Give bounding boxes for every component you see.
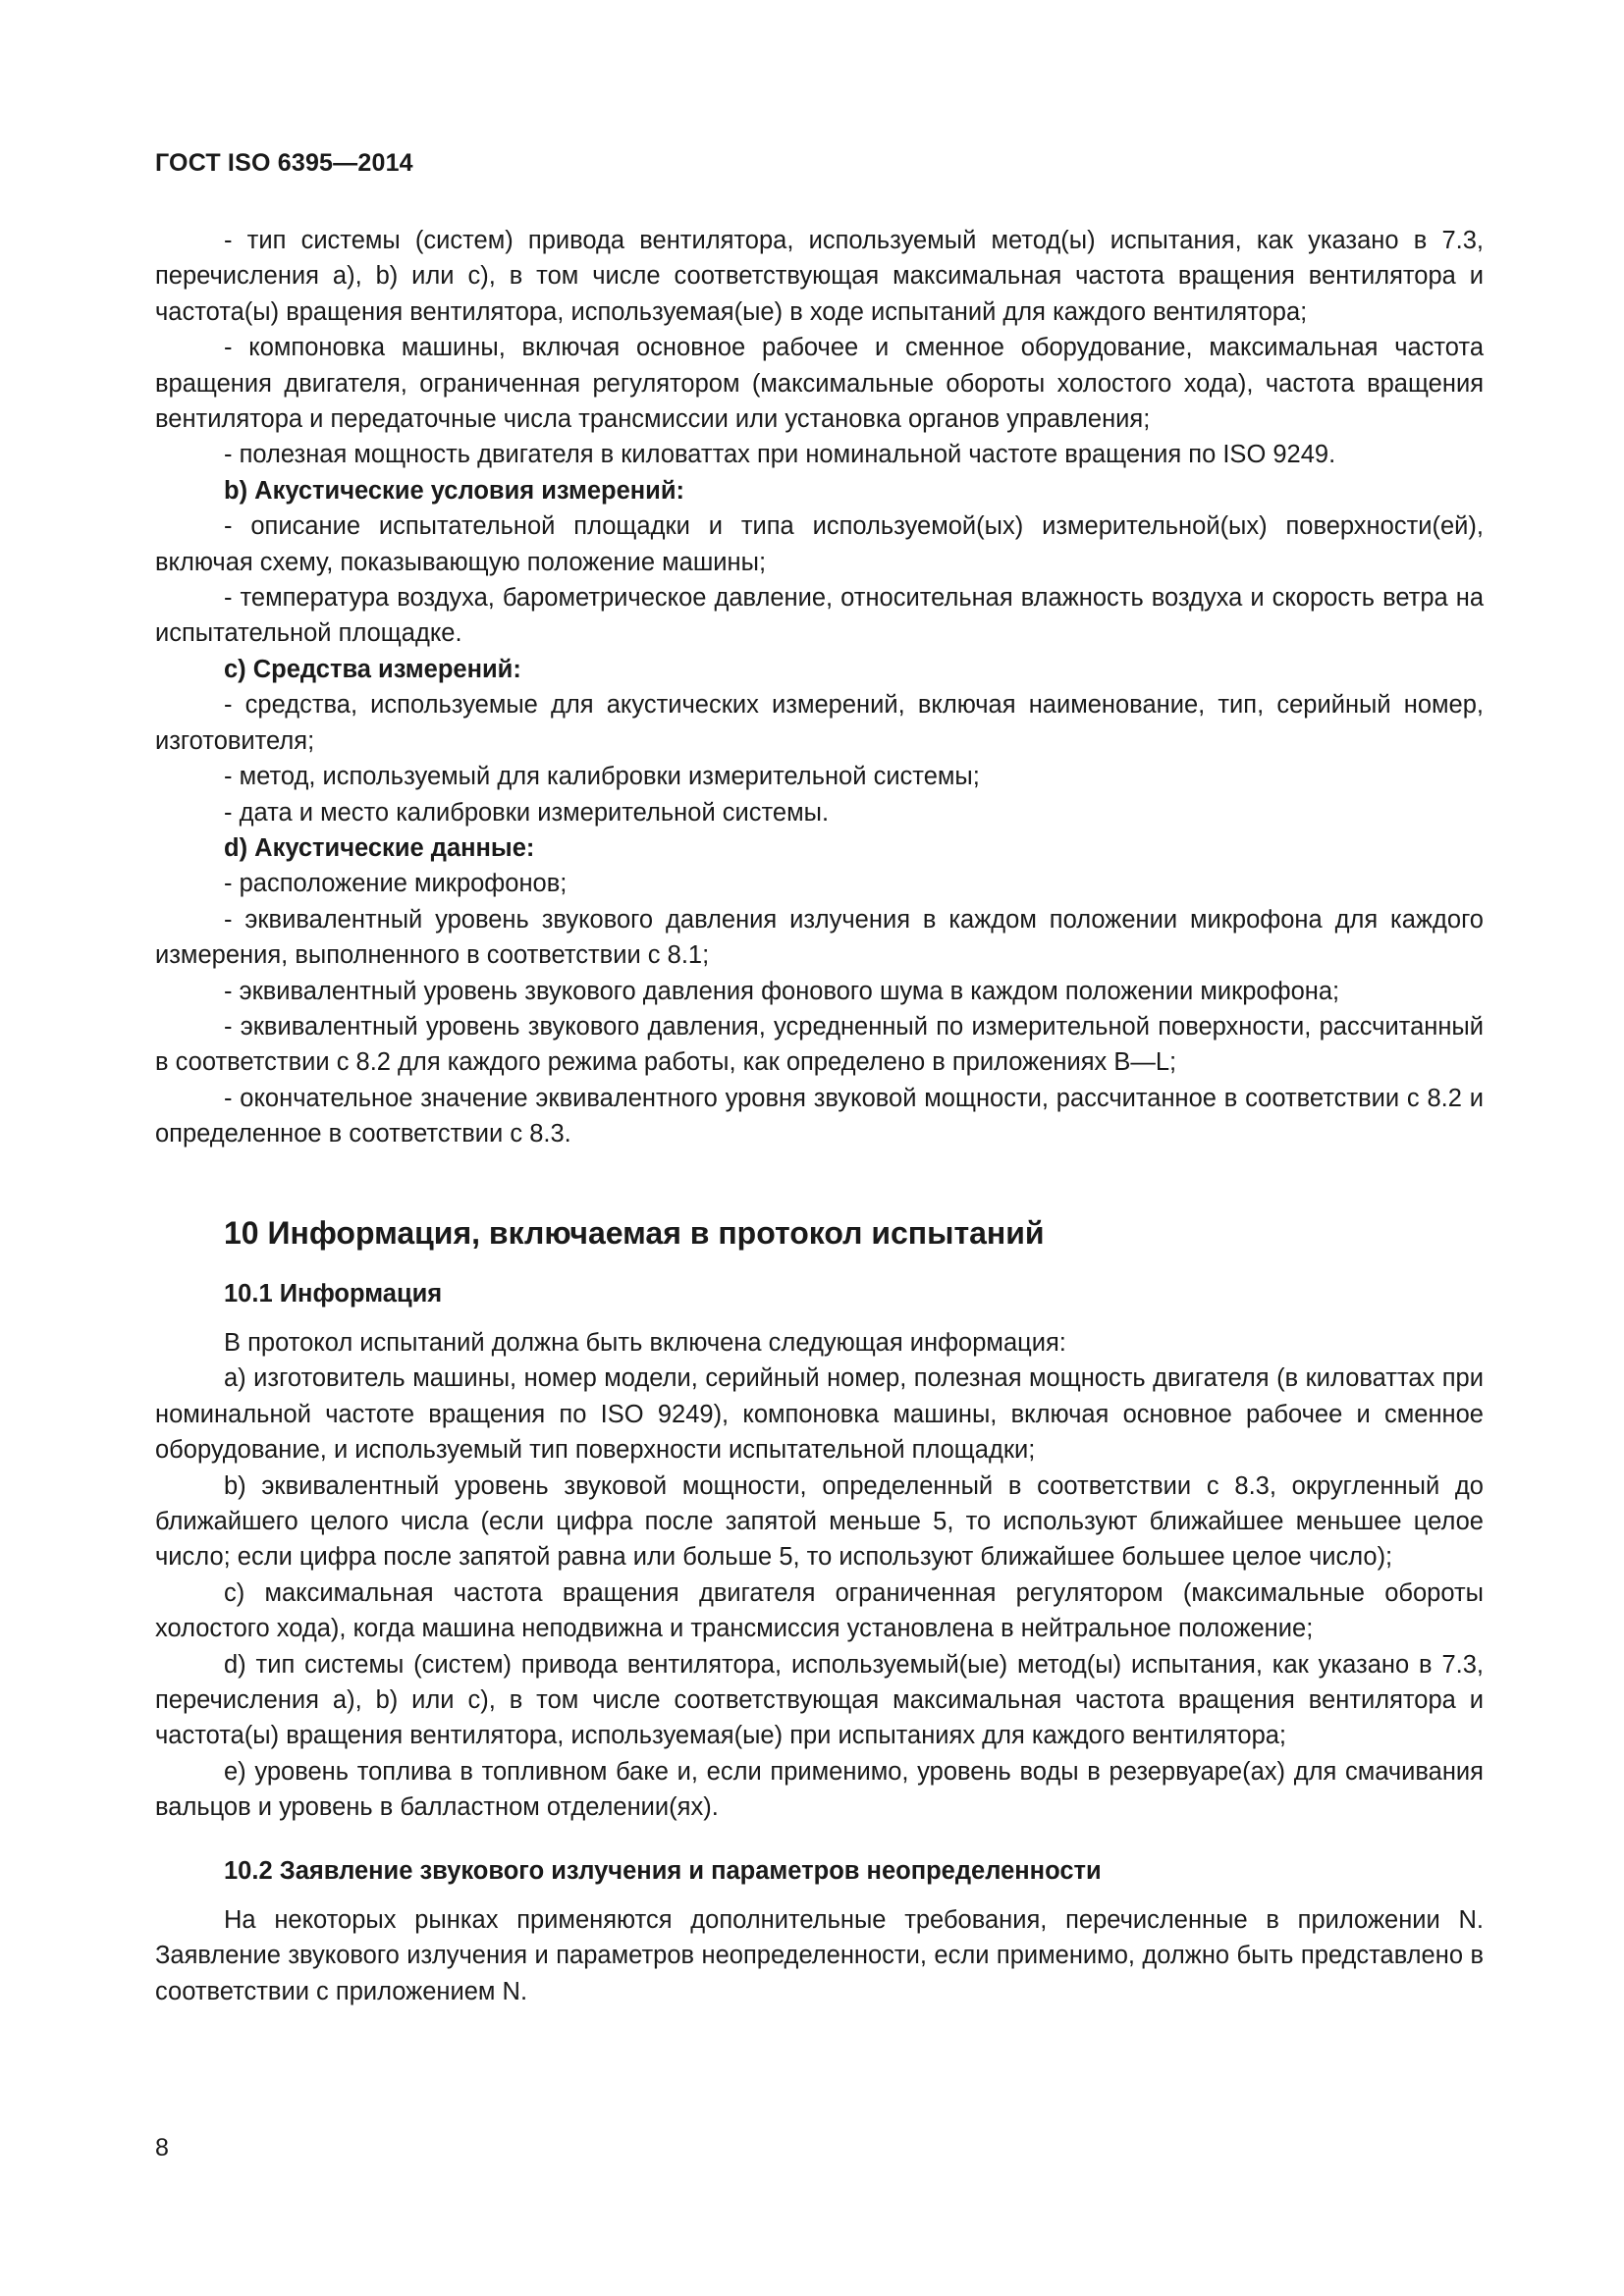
list-item: d) тип системы (систем) привода вентилятора, используемый(ые) метод(ы) испытания, как указано в 7.3, перечисления а), b) или с), в том числе соответствующая максимальная частота вращения вентилятора и частота(ы) вращения вентилятора, используемая(ые) при испытаниях для каждого вентилятора; [155,1650,1484,1750]
page-content [155,223,1484,2009]
list-item: е) уровень топлива в топливном баке и, если применимо, уровень воды в резервуаре(ах) для смачивания вальцов и уровень в балластном отделении(ях). [155,1757,1484,1822]
list-item: - дата и место калибровки измерительной системы. [224,798,830,827]
subsection-c-title: с) Средства измерений: [224,655,521,683]
list-item: - описание испытательной площадки и типа используемой(ых) измерительной(ых) поверхности(ей), включая схему, показывающую положение машины; [155,512,1484,576]
list-item: а) изготовитель машины, номер модели, серийный номер, полезная мощность двигателя (в киловаттах при номинальной частоте вращения по ISO 9249), компоновка машины, включая основное рабочее и сменное оборудование, и используемый тип поверхности испытательной площадки; [155,1364,1484,1465]
paragraph: На некоторых рынках применяются дополнительные требования, перечисленные в приложении N. Заявление звукового излучения и параметров неопределенности, если применимо, должно быть представлено в соответствии с приложением N. [155,1906,1484,2005]
list-item: - эквивалентный уровень звукового давления излучения в каждом положении микрофона для каждого измерения, выполненного в соответствии с 8.1; [155,905,1484,970]
list-item: - компоновка машины, включая основное рабочее и сменное оборудование, максимальная частота вращения двигателя, ограниченная регулятором (максимальные обороты холостого хода), частота вращения вентилятора и передаточные числа трансмиссии или установка органов управления; [155,334,1484,434]
list-item: b) эквивалентный уровень звуковой мощности, определенный в соответствии с 8.3, округленный до ближайшего целого числа (если цифра после запятой меньше 5, то используют ближайшее меньшее целое число; если цифра после запятой равна или больше 5, то используют ближайшее большее целое число); [155,1471,1484,1572]
subsection-b-title: b) Акустические условия измерений: [224,476,685,505]
subsection-10-1-title: 10.1 Информация [224,1279,443,1308]
section-10-title: 10 Информация, включаемая в протокол испытаний [224,1214,1045,1251]
list-item: - расположение микрофонов; [224,870,568,898]
paragraph-intro: В протокол испытаний должна быть включена следующая информация: [224,1328,1066,1357]
subsection-d-title: d) Акустические данные: [224,833,535,862]
list-item: с) максимальная частота вращения двигателя ограниченная регулятором (максимальные обороты холостого хода), когда машина неподвижна и трансмиссия установлена в нейтральное положение; [155,1578,1484,1643]
document-header: ГОСТ ISO 6395—2014 [155,149,413,177]
list-item: - полезная мощность двигателя в киловаттах при номинальной частоте вращения по ISO 9249. [224,441,1336,469]
list-item: - средства, используемые для акустических измерений, включая наименование, тип, серийный номер, изготовителя; [155,691,1484,755]
page-number: 8 [155,2134,169,2162]
list-item: - тип системы (систем) привода вентилятора, используемый метод(ы) испытания, как указано в 7.3, перечисления а), b) или с), в том числе соответствующая максимальная частота вращения вентилятора и частота(ы) вращения вентилятора, используемая(ые) в ходе испытаний для каждого вентилятора; [155,227,1484,326]
list-item: - метод, используемый для калибровки измерительной системы; [224,763,980,791]
list-item: - температура воздуха, барометрическое давление, относительная влажность воздуха и скорость ветра на испытательной площадке. [155,584,1484,648]
list-item: - эквивалентный уровень звукового давления фонового шума в каждом положении микрофона; [224,977,1340,1005]
list-item: - окончательное значение эквивалентного уровня звуковой мощности, рассчитанное в соответствии с 8.2 и определенное в соответствии с 8.3. [155,1084,1484,1148]
list-item: - эквивалентный уровень звукового давления, усредненный по измерительной поверхности, рассчитанный в соответствии с 8.2 для каждого режима работы, как определено в приложениях B—L; [155,1012,1484,1077]
subsection-10-2-title: 10.2 Заявление звукового излучения и параметров неопределенности [224,1856,1102,1885]
